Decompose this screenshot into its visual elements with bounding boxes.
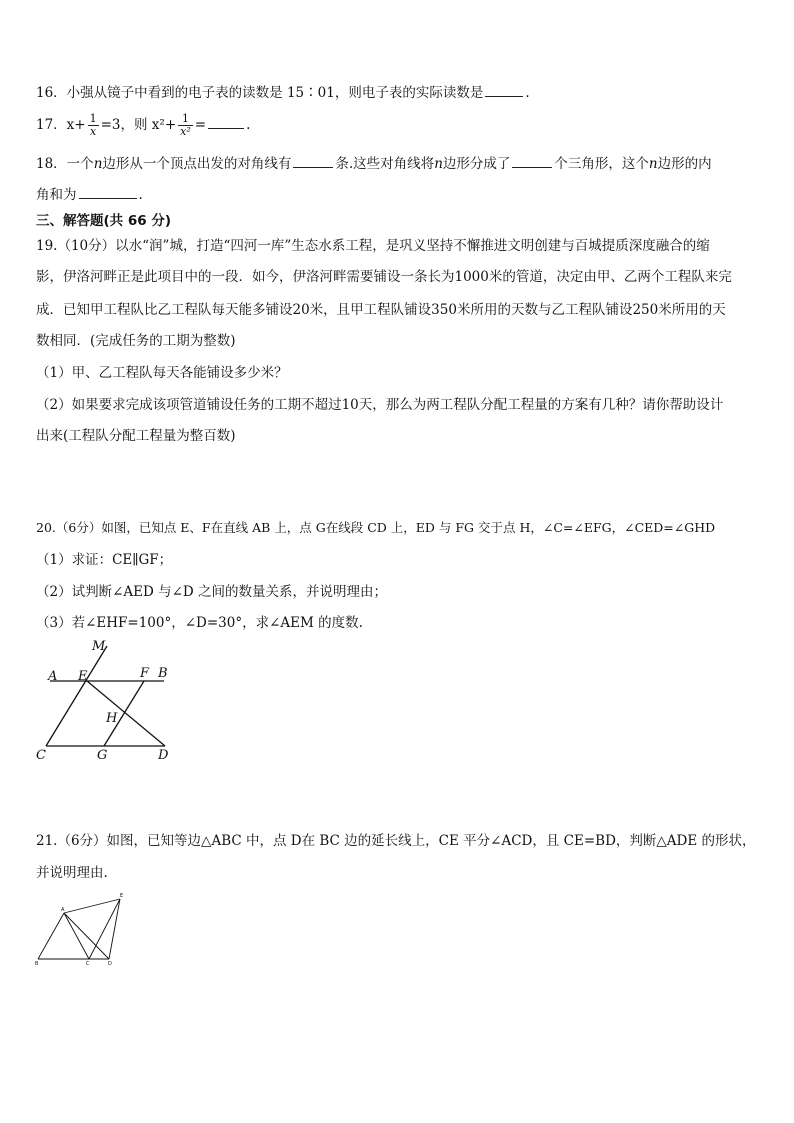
question-19-line-1: 19.（10分）以水“润”城，打造“四河一库”生态水系工程，是巩义坚持不懈推进文明创建与百城提质深度融合的缩 xyxy=(36,238,710,254)
label-a: A xyxy=(61,907,65,913)
label-h: H xyxy=(106,711,118,726)
geometry-figure-q21 xyxy=(32,890,130,968)
variable-n: n xyxy=(93,156,103,172)
q18-text: . xyxy=(138,187,143,203)
q18-text: 18．一个 xyxy=(36,156,94,172)
question-16 xyxy=(36,84,530,102)
question-21-line-1: 21.（6分）如图，已知等边△ABC 中，点 D在 BC 边的延长线上，CE 平分∠ACD，且 CE=BD，判断△ADE 的形状， xyxy=(36,833,756,849)
question-16-end: . xyxy=(525,85,530,101)
section-heading: 三、解答题(共 66 分) xyxy=(36,213,172,229)
q18-text: 边形分成了 xyxy=(442,156,511,172)
label-a: A xyxy=(48,669,58,684)
geometry-figure-q20 xyxy=(30,634,190,766)
answer-blank xyxy=(512,155,552,168)
label-f: F xyxy=(140,666,150,681)
question-19-line-3: 成．已知甲工程队比乙工程队每天能多铺设20米，且甲工程队铺设350米所用的天数与乙工程队铺设250米所用的天 xyxy=(36,302,726,318)
label-g: G xyxy=(97,748,108,763)
segment-ae xyxy=(64,899,120,913)
question-19-sub-2-cont: 出来(工程队分配工程量为整百数) xyxy=(36,428,236,444)
q18-text: 条.这些对角线将 xyxy=(335,156,435,172)
answer-blank xyxy=(293,155,333,168)
question-16-text: 16．小强从镜子中看到的电子表的读数是 15∶01，则电子表的实际读数是 xyxy=(36,85,484,101)
question-19-line-2: 影，伊洛河畔正是此项目中的一段．如今，伊洛河畔需要铺设一条长为1000米的管道，决定由甲、乙两个工程队来完 xyxy=(36,269,732,285)
label-e: E xyxy=(120,893,124,899)
question-18-line-1 xyxy=(36,155,712,173)
segment-ab xyxy=(38,913,64,959)
q18-text: 边形从一个顶点出发的对角线有 xyxy=(102,156,292,172)
variable-n: n xyxy=(648,156,658,172)
answer-blank xyxy=(485,84,523,97)
label-b: B xyxy=(158,666,168,681)
label-b: B xyxy=(35,961,39,967)
question-17-end: . xyxy=(246,117,251,133)
question-20-sub-2: （2）试判断∠AED 与∠D 之间的数量关系，并说明理由； xyxy=(36,584,388,600)
question-19-line-4: 数相同．(完成任务的工期为整数) xyxy=(36,333,236,349)
question-20-sub-1: （1）求证：CE∥GF； xyxy=(36,552,173,568)
fraction-numerator: 1 xyxy=(178,113,193,126)
segment-ac xyxy=(64,913,89,959)
question-20-sub-3: （3）若∠EHF=100°，∠D=30°，求∠AEM 的度数. xyxy=(36,615,363,631)
fraction-1-over-x xyxy=(88,113,99,138)
label-c: C xyxy=(86,961,90,967)
fraction-numerator: 1 xyxy=(89,112,97,125)
label-c: C xyxy=(36,748,46,763)
answer-blank xyxy=(208,116,244,129)
question-20-stem: 20.（6分）如图，已知点 E、F在直线 AB 上，点 G在线段 CD 上，ED 与 FG 交于点 H，∠C=∠EFG，∠CED=∠GHD xyxy=(36,520,716,535)
q18-text: 个三角形，这个 xyxy=(554,156,649,172)
variable-n: n xyxy=(434,156,443,172)
segment-ce xyxy=(89,899,120,959)
fraction-1-over-x-squared xyxy=(178,113,193,138)
line-ed xyxy=(87,681,165,746)
fraction-denominator: x² xyxy=(180,125,191,138)
segment-ad xyxy=(64,913,109,959)
fraction-denominator: x xyxy=(90,125,97,138)
question-17 xyxy=(36,112,250,138)
label-d: D xyxy=(108,961,112,967)
q18-text: 边形的内 xyxy=(657,156,712,172)
line-mc xyxy=(46,646,107,746)
q18-text: 角和为 xyxy=(36,187,77,203)
question-21-line-2: 并说明理由. xyxy=(36,865,108,881)
segment-de xyxy=(109,899,120,959)
label-e: E xyxy=(78,669,88,684)
question-19-sub-2: （2）如果要求完成该项管道铺设任务的工期不超过10天，那么为两工程队分配工程量的方案有几种？请你帮助设计 xyxy=(36,397,724,413)
label-m: M xyxy=(92,639,106,654)
question-19-sub-1: （1）甲、乙工程队每天各能铺设多少米？ xyxy=(36,365,288,381)
label-d: D xyxy=(158,748,169,763)
question-18-line-2 xyxy=(36,186,143,204)
question-17-mid: =3，则 x²+ xyxy=(100,117,177,133)
question-17-lead: 17．x+ xyxy=(36,117,86,133)
question-17-eq: = xyxy=(194,117,207,133)
answer-blank xyxy=(79,186,137,199)
